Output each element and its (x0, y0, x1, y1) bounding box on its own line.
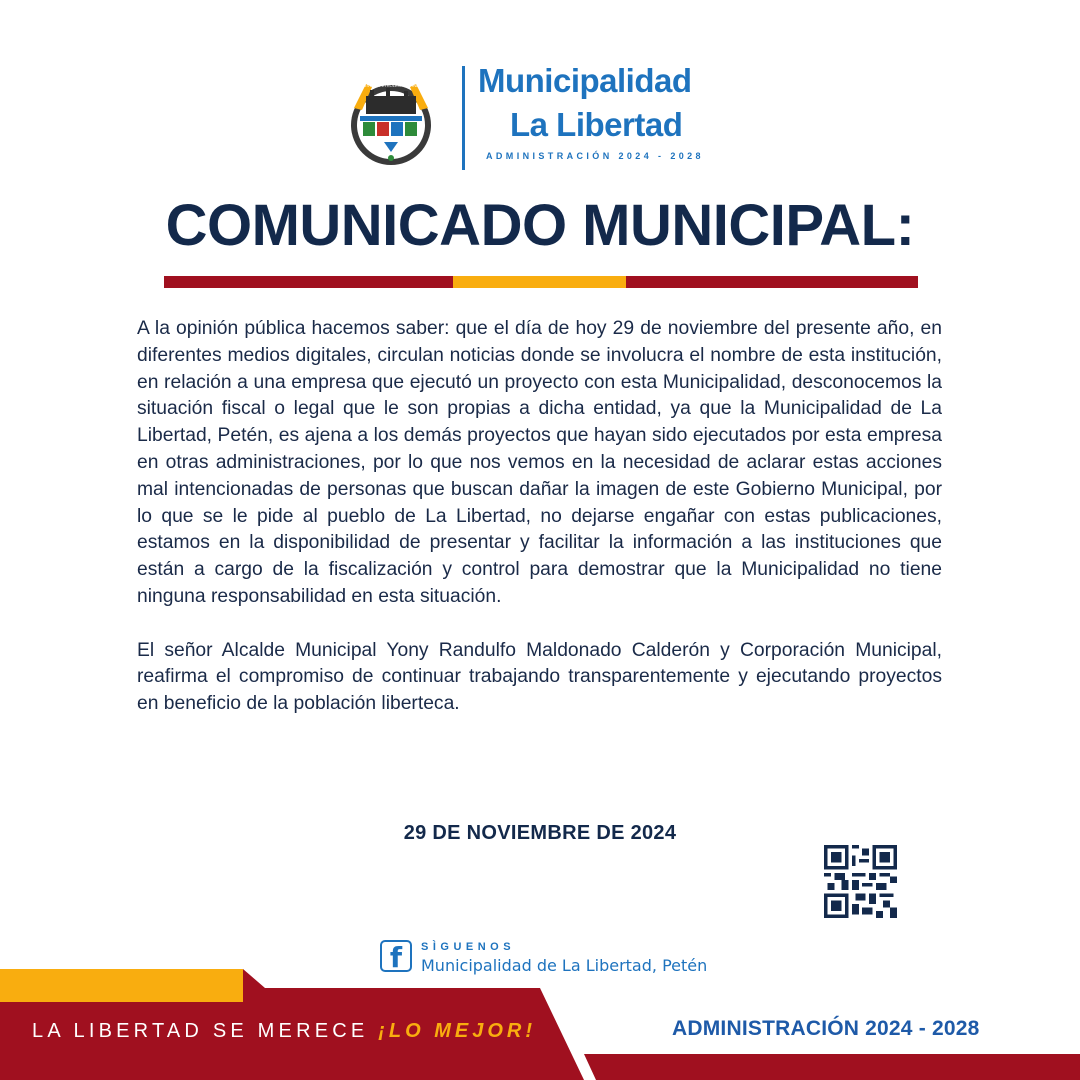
stripe-segment-maroon (626, 276, 918, 288)
stripe-segment-maroon (164, 276, 453, 288)
follow-us-label: SÌGUENOS (421, 941, 516, 953)
footer-administration: ADMINISTRACIÓN 2024 - 2028 (672, 1017, 980, 1040)
page-title: COMUNICADO MUNICIPAL: (165, 193, 915, 258)
statement-paragraph: A la opinión pública hacemos saber: que el día de hoy 29 de noviembre del presente año, en diferentes medios digitales, circulan noticias donde se involucra el nombre de esta institución, en relación a una empresa que ejecutó un proyecto con esta Municipalidad, desconocemos la situación fiscal o legal que le son propias a dicha entidad, ya que la Municipalidad de La Libertad, Petén, es ajena a los demás proyectos que hayan sido ejecutados por esta empresa en otras administraciones, por lo que nos vemos en la necesidad de aclarar estas acciones mal intencionadas de personas que buscan dañar la imagen de este Gobierno Municipal, por lo que se le pide al pueblo de La Libertad, no dejarse engañar con estas publicaciones, estamos en la disponibilidad de presentar y facilitar la información a las instituciones que están a cargo de la fiscalización y control para demostrar que la Municipalidad no tiene ninguna responsabilidad en esta situación. (137, 318, 942, 607)
statement-body (137, 316, 942, 718)
brand-name-line1: Municipalidad (478, 62, 692, 99)
brand-name-line2: La Libertad (510, 106, 683, 143)
stripe-segment-gold (453, 276, 626, 288)
slogan-main: LA LIBERTAD SE MERECE (32, 1020, 379, 1042)
title-underline (164, 276, 918, 288)
header (0, 0, 1080, 180)
footer-slogan (32, 1020, 536, 1043)
statement-paragraph: El señor Alcalde Municipal Yony Randulfo Maldonado Calderón y Corporación Municipal, reafirma el compromiso de continuar trabajando transparentemente y ejecutando proyectos en beneficio de la población liberteca. (137, 639, 942, 715)
statement-date: 29 DE NOVIEMBRE DE 2024 (403, 822, 677, 844)
facebook-icon[interactable]: f (380, 940, 412, 972)
brand-administration: ADMINISTRACIÓN 2024 - 2028 (486, 151, 704, 161)
slogan-accent: ¡LO MEJOR! (378, 1020, 536, 1042)
logo-caption: INDUSTRIA PETROLERA REFINERÍA (356, 83, 426, 88)
facebook-page-name[interactable]: Municipalidad de La Libertad, Petén (421, 956, 708, 975)
header-divider (462, 66, 465, 170)
qr-code-icon[interactable] (824, 845, 897, 918)
municipal-coat-of-arms-icon (346, 78, 436, 168)
